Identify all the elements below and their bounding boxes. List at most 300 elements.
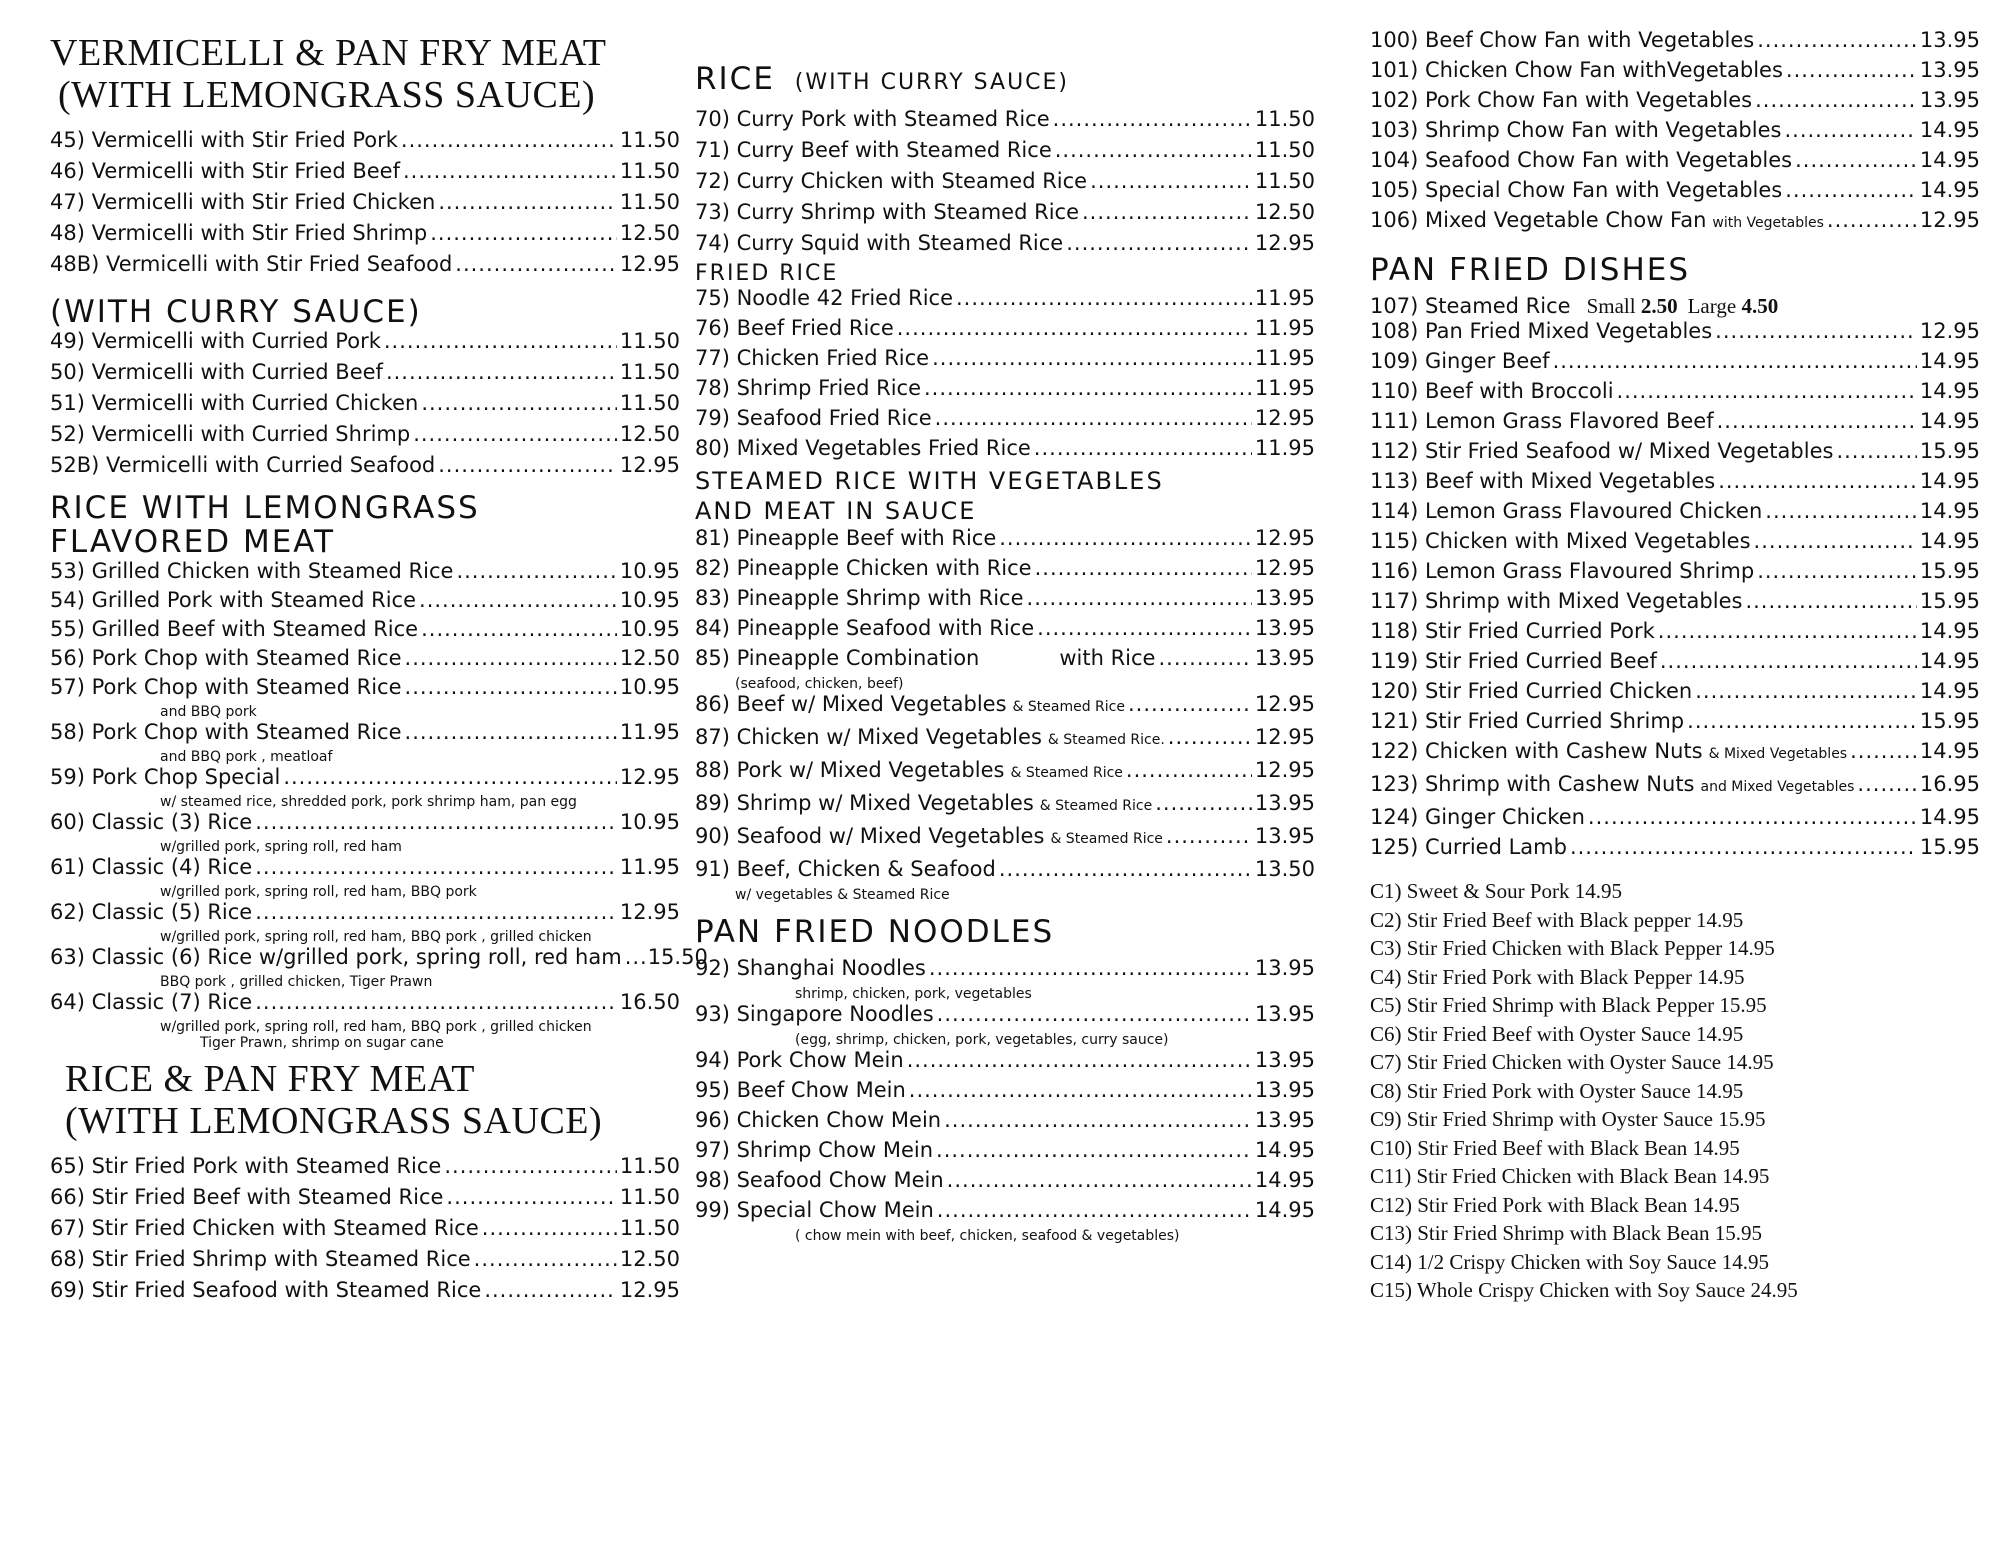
menu-item — [695, 758, 1315, 786]
item-name: 122) Chicken with Cashew Nuts — [1370, 739, 1703, 763]
leader-dots — [897, 316, 1252, 341]
item-name: 87) Chicken w/ Mixed Vegetables — [695, 725, 1042, 749]
leader-dots — [438, 453, 617, 478]
menu-item — [50, 190, 680, 215]
chef-special-item: C12) Stir Fried Pork with Black Bean 14.95 — [1370, 1192, 1740, 1217]
item-name: 88) Pork w/ Mixed Vegetables — [695, 758, 1005, 782]
item-price: 12.95 — [1254, 556, 1315, 580]
item-name: 90) Seafood w/ Mixed Vegetables — [695, 824, 1045, 848]
leader-dots — [932, 346, 1252, 371]
item-name: 104) Seafood Chow Fan with Vegetables — [1370, 148, 1793, 172]
item-name: 116) Lemon Grass Flavoured Shrimp — [1370, 559, 1755, 583]
menu-item — [1370, 379, 1980, 404]
item-price: 14.95 — [1919, 499, 1980, 523]
menu-item — [1370, 28, 1980, 53]
menu-item — [1370, 208, 1980, 236]
menu-item — [50, 855, 680, 880]
menu-column-1 — [50, 0, 708, 1309]
leader-dots — [1055, 138, 1252, 163]
menu-item — [695, 286, 1315, 311]
menu-item — [50, 1247, 680, 1272]
item-price: 12.95 — [1254, 231, 1315, 255]
menu-item — [695, 231, 1315, 256]
item-note: ( chow mein with beef, chicken, seafood & vegetables) — [795, 1228, 1180, 1244]
menu-item — [695, 1168, 1315, 1193]
item-price: 14.95 — [1919, 349, 1980, 373]
item-name: 66) Stir Fried Beef with Steamed Rice — [50, 1185, 444, 1209]
leader-dots — [405, 646, 617, 671]
chef-special-item: C6) Stir Fried Beef with Oyster Sauce 14.95 — [1370, 1021, 1744, 1046]
menu-item — [695, 857, 1315, 882]
item-name: 109) Ginger Beef — [1370, 349, 1550, 373]
item-note: w/grilled pork, spring roll, red ham, BBQ pork , grilled chicken — [160, 1019, 592, 1035]
leader-dots — [1850, 739, 1917, 764]
pan-dishes-list — [1370, 319, 1980, 860]
item-price: 12.50 — [619, 422, 680, 446]
menu-item — [695, 616, 1315, 641]
item-price: 12.95 — [1919, 319, 1980, 343]
item-price: 13.95 — [1254, 824, 1315, 848]
steamed-rice-list — [695, 526, 1315, 903]
menu-item — [695, 138, 1315, 163]
item-name: 84) Pineapple Seafood with Rice — [695, 616, 1035, 640]
item-name: 91) Beef, Chicken & Seafood — [695, 857, 996, 881]
section-heading-rice-lemongrass: RICE WITH LEMONGRASS FLAVORED MEAT — [50, 490, 480, 560]
menu-item — [50, 128, 680, 153]
item-price: 12.95 — [1254, 758, 1315, 782]
leader-dots — [455, 252, 617, 277]
leader-dots — [1037, 616, 1252, 641]
leader-dots — [947, 1168, 1252, 1193]
menu-item — [50, 617, 680, 642]
menu-item — [50, 422, 680, 447]
leader-dots — [255, 990, 617, 1015]
menu-item — [1370, 118, 1980, 143]
item-name: 123) Shrimp with Cashew Nuts — [1370, 772, 1695, 796]
item-name: 102) Pork Chow Fan with Vegetables — [1370, 88, 1753, 112]
item-price: 14.95 — [1254, 1168, 1315, 1192]
item-note: and BBQ pork — [160, 704, 257, 720]
item-name: 45) Vermicelli with Stir Fried Pork — [50, 128, 398, 152]
item-name: 51) Vermicelli with Curried Chicken — [50, 391, 419, 415]
leader-dots — [1715, 319, 1917, 344]
item-name: 105) Special Chow Fan with Vegetables — [1370, 178, 1783, 202]
section-heading-fried-rice: FRIED RICE — [695, 261, 839, 286]
item-price: 14.95 — [1919, 379, 1980, 403]
menu-item — [50, 810, 680, 835]
leader-dots — [625, 945, 645, 970]
item-name: 124) Ginger Chicken — [1370, 805, 1585, 829]
item-price: 15.95 — [1919, 559, 1980, 583]
menu-item — [1370, 649, 1980, 674]
item-price: 13.95 — [1919, 58, 1980, 82]
section-heading-curry-sauce: (WITH CURRY SAUCE) — [50, 294, 422, 330]
vermicelli-lemongrass-list — [50, 128, 680, 277]
section-heading-rice-curry: RICE (WITH CURRY SAUCE) — [695, 61, 1070, 97]
item-name: 120) Stir Fried Curried Chicken — [1370, 679, 1693, 703]
item-name: 74) Curry Squid with Steamed Rice — [695, 231, 1064, 255]
chef-special-item: C10) Stir Fried Beef with Black Bean 14.95 — [1370, 1135, 1740, 1160]
leader-dots — [1757, 28, 1917, 53]
leader-dots — [1745, 589, 1916, 614]
menu-item — [695, 1048, 1315, 1073]
item-price: 14.95 — [1919, 679, 1980, 703]
leader-dots — [255, 855, 617, 880]
menu-item — [1370, 739, 1980, 767]
leader-dots — [1717, 409, 1917, 434]
leader-dots — [1035, 556, 1252, 581]
item-name: 55) Grilled Beef with Steamed Rice — [50, 617, 419, 641]
item-name: 100) Beef Chow Fan with Vegetables — [1370, 28, 1755, 52]
leader-dots — [438, 190, 617, 215]
menu-item — [695, 406, 1315, 431]
leader-dots — [1857, 772, 1916, 797]
item-price: 12.95 — [1254, 526, 1315, 550]
menu-item — [50, 252, 680, 277]
leader-dots — [255, 900, 617, 925]
item-price: 11.95 — [1254, 376, 1315, 400]
item-name: 54) Grilled Pork with Steamed Rice — [50, 588, 417, 612]
chef-special-item: C7) Stir Fried Chicken with Oyster Sauce 14.95 — [1370, 1050, 1774, 1074]
item-name: 121) Stir Fried Curried Shrimp — [1370, 709, 1685, 733]
menu-item — [50, 1216, 680, 1241]
rice-panfry-list — [50, 1154, 680, 1303]
section-heading-pan-noodles: PAN FRIED NOODLES — [695, 914, 1055, 950]
item-name: 108) Pan Fried Mixed Vegetables — [1370, 319, 1713, 343]
chef-special-item: C4) Stir Fried Pork with Black Pepper 14.95 — [1370, 964, 1745, 989]
chef-special-item: C9) Stir Fried Shrimp with Oyster Sauce 15.95 — [1370, 1107, 1766, 1131]
item-price: 13.95 — [1254, 1108, 1315, 1132]
menu-item — [50, 159, 680, 184]
leader-dots — [999, 526, 1252, 551]
chef-special-item: C1) Sweet & Sour Pork 14.95 — [1370, 879, 1622, 903]
leader-dots — [935, 406, 1252, 431]
leader-dots — [1082, 200, 1252, 225]
item-note: Tiger Prawn, shrimp on sugar cane — [200, 1035, 444, 1051]
item-price: 12.50 — [1254, 200, 1315, 224]
item-price: 16.50 — [619, 990, 680, 1014]
item-note: and BBQ pork , meatloaf — [160, 749, 333, 765]
leader-dots — [255, 810, 617, 835]
item-name: 112) Stir Fried Seafood w/ Mixed Vegetables — [1370, 439, 1834, 463]
item-name: 73) Curry Shrimp with Steamed Rice — [695, 200, 1079, 224]
leader-dots — [482, 1216, 617, 1241]
menu-item — [1370, 88, 1980, 113]
chef-special-item: C11) Stir Fried Chicken with Black Bean 14.95 — [1370, 1164, 1770, 1188]
item-price: 12.50 — [619, 1247, 680, 1271]
item-price: 11.50 — [1254, 107, 1315, 131]
leader-dots — [1553, 349, 1917, 374]
leader-dots — [936, 1138, 1252, 1163]
item-name: 86) Beef w/ Mixed Vegetables — [695, 692, 1007, 716]
item-name: 125) Curried Lamb — [1370, 835, 1567, 859]
item-price: 11.95 — [619, 855, 680, 879]
item-name: 103) Shrimp Chow Fan with Vegetables — [1370, 118, 1782, 142]
item-price: 11.95 — [619, 720, 680, 744]
leader-dots — [421, 391, 617, 416]
menu-item — [695, 107, 1315, 132]
item-price: 12.95 — [1254, 692, 1315, 716]
item-price: 14.95 — [1254, 1138, 1315, 1162]
item-price: 14.95 — [1254, 1198, 1315, 1222]
leader-dots — [1128, 692, 1252, 717]
item-price: 12.95 — [619, 765, 680, 789]
menu-item — [50, 453, 680, 478]
item-name: 49) Vermicelli with Curried Pork — [50, 329, 381, 353]
item-name: 48B) Vermicelli with Stir Fried Seafood — [50, 252, 453, 276]
leader-dots — [1166, 824, 1252, 849]
menu-item — [50, 588, 680, 613]
menu-column-2 — [695, 0, 1315, 1244]
item-note: w/grilled pork, spring roll, red ham, BBQ pork — [160, 884, 477, 900]
item-name: 119) Stir Fried Curried Beef — [1370, 649, 1657, 673]
item-note: w/ steamed rice, shredded pork, pork shrimp ham, pan egg — [160, 794, 577, 810]
item-price: 10.95 — [619, 675, 680, 699]
item-note: w/ vegetables & Steamed Rice — [735, 887, 950, 903]
menu-item-steamed-rice — [1370, 294, 1980, 319]
item-price: 15.95 — [1919, 589, 1980, 613]
item-price: 13.95 — [1919, 88, 1980, 112]
leader-dots — [1765, 499, 1917, 524]
leader-dots — [430, 221, 617, 246]
leader-dots — [1090, 169, 1252, 194]
leader-dots — [401, 128, 617, 153]
item-name: 94) Pork Chow Mein — [695, 1048, 904, 1072]
item-price: 12.50 — [619, 221, 680, 245]
chef-special-item: C2) Stir Fried Beef with Black pepper 14.95 — [1370, 907, 1744, 932]
menu-item — [50, 945, 708, 970]
item-price: 15.95 — [1919, 835, 1980, 859]
item-name: 71) Curry Beef with Steamed Rice — [695, 138, 1052, 162]
menu-item — [695, 556, 1315, 581]
item-price: 13.95 — [1254, 586, 1315, 610]
item-name: 47) Vermicelli with Stir Fried Chicken — [50, 190, 436, 214]
item-name: 79) Seafood Fried Rice — [695, 406, 932, 430]
item-name: 85) Pineapple Combination — [695, 646, 980, 670]
item-name: 107) Steamed Rice — [1370, 294, 1571, 318]
leader-dots — [474, 1247, 617, 1272]
item-price: 11.95 — [1254, 286, 1315, 310]
leader-dots — [999, 857, 1252, 882]
item-name: 62) Classic (5) Rice — [50, 900, 253, 924]
item-name: 115) Chicken with Mixed Vegetables — [1370, 529, 1751, 553]
leader-dots — [446, 1185, 616, 1210]
item-name: 83) Pineapple Shrimp with Rice — [695, 586, 1024, 610]
item-name: 70) Curry Pork with Steamed Rice — [695, 107, 1050, 131]
leader-dots — [1836, 439, 1916, 464]
item-small-text: with Vegetables — [1712, 215, 1824, 231]
item-name: 106) Mixed Vegetable Chow Fan — [1370, 208, 1707, 232]
section-heading-vermicelli: VERMICELLI & PAN FRY MEAT (WITH LEMONGRASS SAUCE) — [50, 32, 607, 116]
item-name: 75) Noodle 42 Fried Rice — [695, 286, 953, 310]
item-price: 12.50 — [619, 646, 680, 670]
menu-item — [695, 316, 1315, 341]
item-name: 46) Vermicelli with Stir Fried Beef — [50, 159, 400, 183]
item-name: 63) Classic (6) Rice w/grilled pork, spring roll, red ham — [50, 945, 622, 969]
leader-dots — [1053, 107, 1252, 132]
menu-item — [1370, 319, 1980, 344]
item-price: 14.95 — [1919, 805, 1980, 829]
item-price: 13.95 — [1254, 791, 1315, 815]
item-price: 12.95 — [1254, 725, 1315, 749]
menu-item — [1370, 709, 1980, 734]
item-name: 97) Shrimp Chow Mein — [695, 1138, 934, 1162]
item-price: 11.50 — [619, 190, 680, 214]
item-price: 13.50 — [1254, 857, 1315, 881]
menu-item — [695, 1078, 1315, 1103]
item-price: 13.95 — [1919, 28, 1980, 52]
menu-item — [695, 791, 1315, 819]
item-name: 68) Stir Fried Shrimp with Steamed Rice — [50, 1247, 471, 1271]
leader-dots — [1066, 231, 1252, 256]
item-price: 14.95 — [1919, 118, 1980, 142]
leader-dots — [384, 329, 617, 354]
item-note: BBQ pork , grilled chicken, Tiger Prawn — [160, 974, 433, 990]
item-name: 99) Special Chow Mein — [695, 1198, 934, 1222]
menu-item — [50, 720, 680, 745]
item-price: 11.50 — [1254, 138, 1315, 162]
item-price: 13.95 — [1254, 1078, 1315, 1102]
menu-item — [1370, 349, 1980, 374]
menu-item — [1370, 835, 1980, 860]
menu-item — [1370, 805, 1980, 830]
menu-item — [50, 900, 680, 925]
item-price: 13.95 — [1254, 956, 1315, 980]
leader-dots — [1827, 208, 1917, 233]
leader-dots — [386, 360, 617, 385]
item-name: 80) Mixed Vegetables Fried Rice — [695, 436, 1031, 460]
leader-dots — [405, 720, 617, 745]
item-name: 52) Vermicelli with Curried Shrimp — [50, 422, 411, 446]
leader-dots — [484, 1278, 617, 1303]
item-price: 11.50 — [619, 1216, 680, 1240]
item-name: 92) Shanghai Noodles — [695, 956, 926, 980]
item-name: 95) Beef Chow Mein — [695, 1078, 906, 1102]
item-price: 11.50 — [619, 159, 680, 183]
chow-fan-list — [1370, 28, 1980, 236]
menu-item — [695, 200, 1315, 225]
item-price: 11.50 — [619, 329, 680, 353]
item-price: 11.50 — [1254, 169, 1315, 193]
menu-item — [1370, 439, 1980, 464]
leader-dots — [1687, 709, 1917, 734]
menu-item — [1370, 772, 1980, 800]
leader-dots — [1588, 805, 1917, 830]
leader-dots — [1570, 835, 1917, 860]
menu-item — [50, 221, 680, 246]
item-price: 11.95 — [1254, 436, 1315, 460]
menu-item — [695, 1138, 1315, 1163]
item-price: 11.50 — [619, 1154, 680, 1178]
item-name: 110) Beef with Broccoli — [1370, 379, 1614, 403]
leader-dots — [956, 286, 1252, 311]
item-name: 64) Classic (7) Rice — [50, 990, 253, 1014]
item-name: 78) Shrimp Fried Rice — [695, 376, 921, 400]
chef-specials-list — [1370, 877, 1980, 1305]
leader-dots — [403, 159, 617, 184]
chef-special-item: C13) Stir Fried Shrimp with Black Bean 15.95 — [1370, 1221, 1762, 1245]
item-price: 15.95 — [1919, 709, 1980, 733]
item-price: 11.95 — [1254, 316, 1315, 340]
leader-dots — [421, 617, 617, 642]
item-price: 14.95 — [1919, 619, 1980, 643]
item-price: 14.95 — [1919, 148, 1980, 172]
item-price: 13.95 — [1254, 1048, 1315, 1072]
menu-item — [695, 824, 1315, 852]
item-name: 118) Stir Fried Curried Pork — [1370, 619, 1655, 643]
chef-special-item: C14) 1/2 Crispy Chicken with Soy Sauce 14.95 — [1370, 1249, 1769, 1274]
section-heading-steamed-rice: STEAMED RICE WITH VEGETABLES AND MEAT IN SAUCE — [695, 467, 1164, 525]
leader-dots — [283, 765, 617, 790]
item-price: 10.95 — [619, 617, 680, 641]
item-price: 14.95 — [1919, 178, 1980, 202]
menu-item — [695, 376, 1315, 401]
item-price: 11.95 — [1254, 346, 1315, 370]
menu-item — [1370, 58, 1980, 83]
leader-dots — [1168, 725, 1252, 750]
leader-dots — [444, 1154, 617, 1179]
menu-item — [695, 346, 1315, 371]
item-price: 14.95 — [1919, 409, 1980, 433]
leader-dots — [1786, 58, 1917, 83]
leader-dots — [944, 1108, 1252, 1133]
leader-dots — [1757, 559, 1917, 584]
menu-item — [1370, 178, 1980, 203]
item-name: 113) Beef with Mixed Vegetables — [1370, 469, 1716, 493]
item-name: 72) Curry Chicken with Steamed Rice — [695, 169, 1088, 193]
item-price: 14.95 — [1919, 739, 1980, 763]
item-size-small: Small 2.50 — [1586, 294, 1678, 318]
leader-dots — [1617, 379, 1917, 404]
item-price: 10.95 — [619, 559, 680, 583]
leader-dots — [937, 1198, 1252, 1223]
leader-dots — [1155, 791, 1252, 816]
item-price: 12.95 — [619, 900, 680, 924]
leader-dots — [1126, 758, 1252, 783]
menu-item — [1370, 409, 1980, 434]
item-small-text: & Steamed Rice — [1010, 765, 1123, 781]
item-price: 11.50 — [619, 360, 680, 384]
section-heading-rice-panfry: RICE & PAN FRY MEAT (WITH LEMONGRASS SAUCE) — [65, 1058, 603, 1142]
item-name: 50) Vermicelli with Curried Beef — [50, 360, 383, 384]
item-name: 117) Shrimp with Mixed Vegetables — [1370, 589, 1743, 613]
menu-column-3 — [1370, 0, 1980, 1305]
menu-item — [1370, 469, 1980, 494]
menu-item — [695, 169, 1315, 194]
leader-dots — [1785, 178, 1917, 203]
item-price: 14.95 — [1919, 529, 1980, 553]
leader-dots — [1754, 529, 1917, 554]
item-price: 10.95 — [619, 810, 680, 834]
item-name: 56) Pork Chop with Steamed Rice — [50, 646, 402, 670]
item-small-text: and Mixed Vegetables — [1700, 779, 1855, 795]
item-name: 69) Stir Fried Seafood with Steamed Rice — [50, 1278, 482, 1302]
item-name: 101) Chicken Chow Fan withVegetables — [1370, 58, 1783, 82]
menu-item — [695, 1002, 1315, 1027]
item-price: 13.95 — [1254, 646, 1315, 670]
menu-item — [1370, 529, 1980, 554]
chef-special-item: C3) Stir Fried Chicken with Black Pepper 14.95 — [1370, 936, 1775, 960]
leader-dots — [1158, 646, 1251, 671]
menu-item — [1370, 559, 1980, 584]
menu-item — [50, 675, 680, 700]
item-name: 61) Classic (4) Rice — [50, 855, 253, 879]
menu-item — [1370, 589, 1980, 614]
menu-item — [50, 1185, 680, 1210]
pan-noodles-list — [695, 956, 1315, 1244]
item-mid-text: with Rice — [1059, 646, 1156, 670]
menu-item — [695, 692, 1315, 720]
